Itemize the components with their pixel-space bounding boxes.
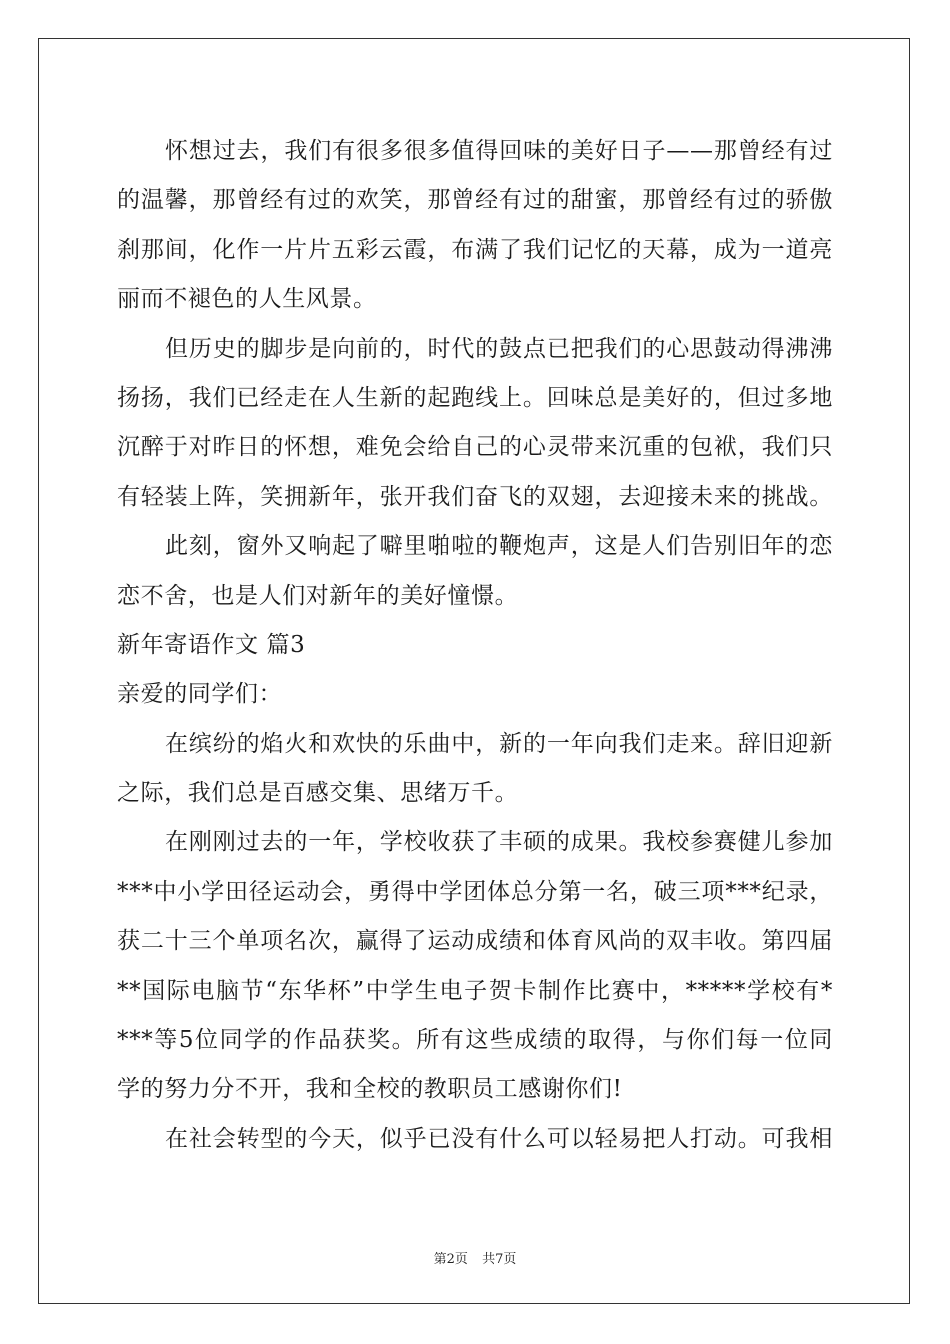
text-line: 学的努力分不开，我和全校的教职员工感谢你们! [117,1076,623,1103]
text-line: ***等5位同学的作品获奖。所有这些成绩的取得，与你们每一位同 [117,1027,833,1054]
page-number: 第2页 [433,1252,468,1267]
text-line: 扬扬，我们已经走在人生新的起跑线上。回味总是美好的，但过多地 [117,384,833,411]
text-line: ***中小学田径运动会，勇得中学团体总分第一名，破三项***纪录， [117,878,833,905]
text-line: 在刚刚过去的一年，学校收获了丰硕的成果。我校参赛健儿参加 [165,829,833,856]
salutation: 亲爱的同学们： [117,681,283,708]
text-line: 丽而不褪色的人生风景。 [117,286,377,313]
text-line: 怀想过去，我们有很多很多值得回味的美好日子——那曾经有过 [165,138,833,164]
text-line: 在社会转型的今天，似乎已没有什么可以轻易把人打动。可我相 [165,1125,833,1152]
text-line: 但历史的脚步是向前的，时代的鼓点已把我们的心思鼓动得沸沸 [165,335,833,362]
text-line: 刹那间，化作一片片五彩云霞，布满了我们记忆的天幕，成为一道亮 [117,236,833,263]
text-line: 之际，我们总是百感交集、思绪万千。 [117,780,519,807]
page-footer [0,1248,950,1267]
document-body [117,127,833,1164]
page-total: 共7页 [482,1252,517,1267]
text-line: **国际电脑节“东华杯”中学生电子贺卡制作比赛中，*****学校有* [117,977,833,1004]
text-line: 此刻，窗外又响起了噼里啪啦的鞭炮声，这是人们告别旧年的恋 [165,533,833,560]
text-line: 获二十三个单项名次，赢得了运动成绩和体育风尚的双丰收。第四届 [117,928,833,955]
text-line: 沉醉于对昨日的怀想，难免会给自己的心灵带来沉重的包袱，我们只 [117,434,833,461]
text-line: 的温馨，那曾经有过的欢笑，那曾经有过的甜蜜，那曾经有过的骄傲 [117,187,833,214]
text-line: 有轻装上阵，笑拥新年，张开我们奋飞的双翅，去迎接未来的挑战。 [117,483,833,510]
text-line: 恋不舍，也是人们对新年的美好憧憬。 [117,582,519,609]
text-line: 在缤纷的焰火和欢快的乐曲中，新的一年向我们走来。辞旧迎新 [165,730,833,757]
section-heading: 新年寄语作文 篇3 [117,631,306,658]
